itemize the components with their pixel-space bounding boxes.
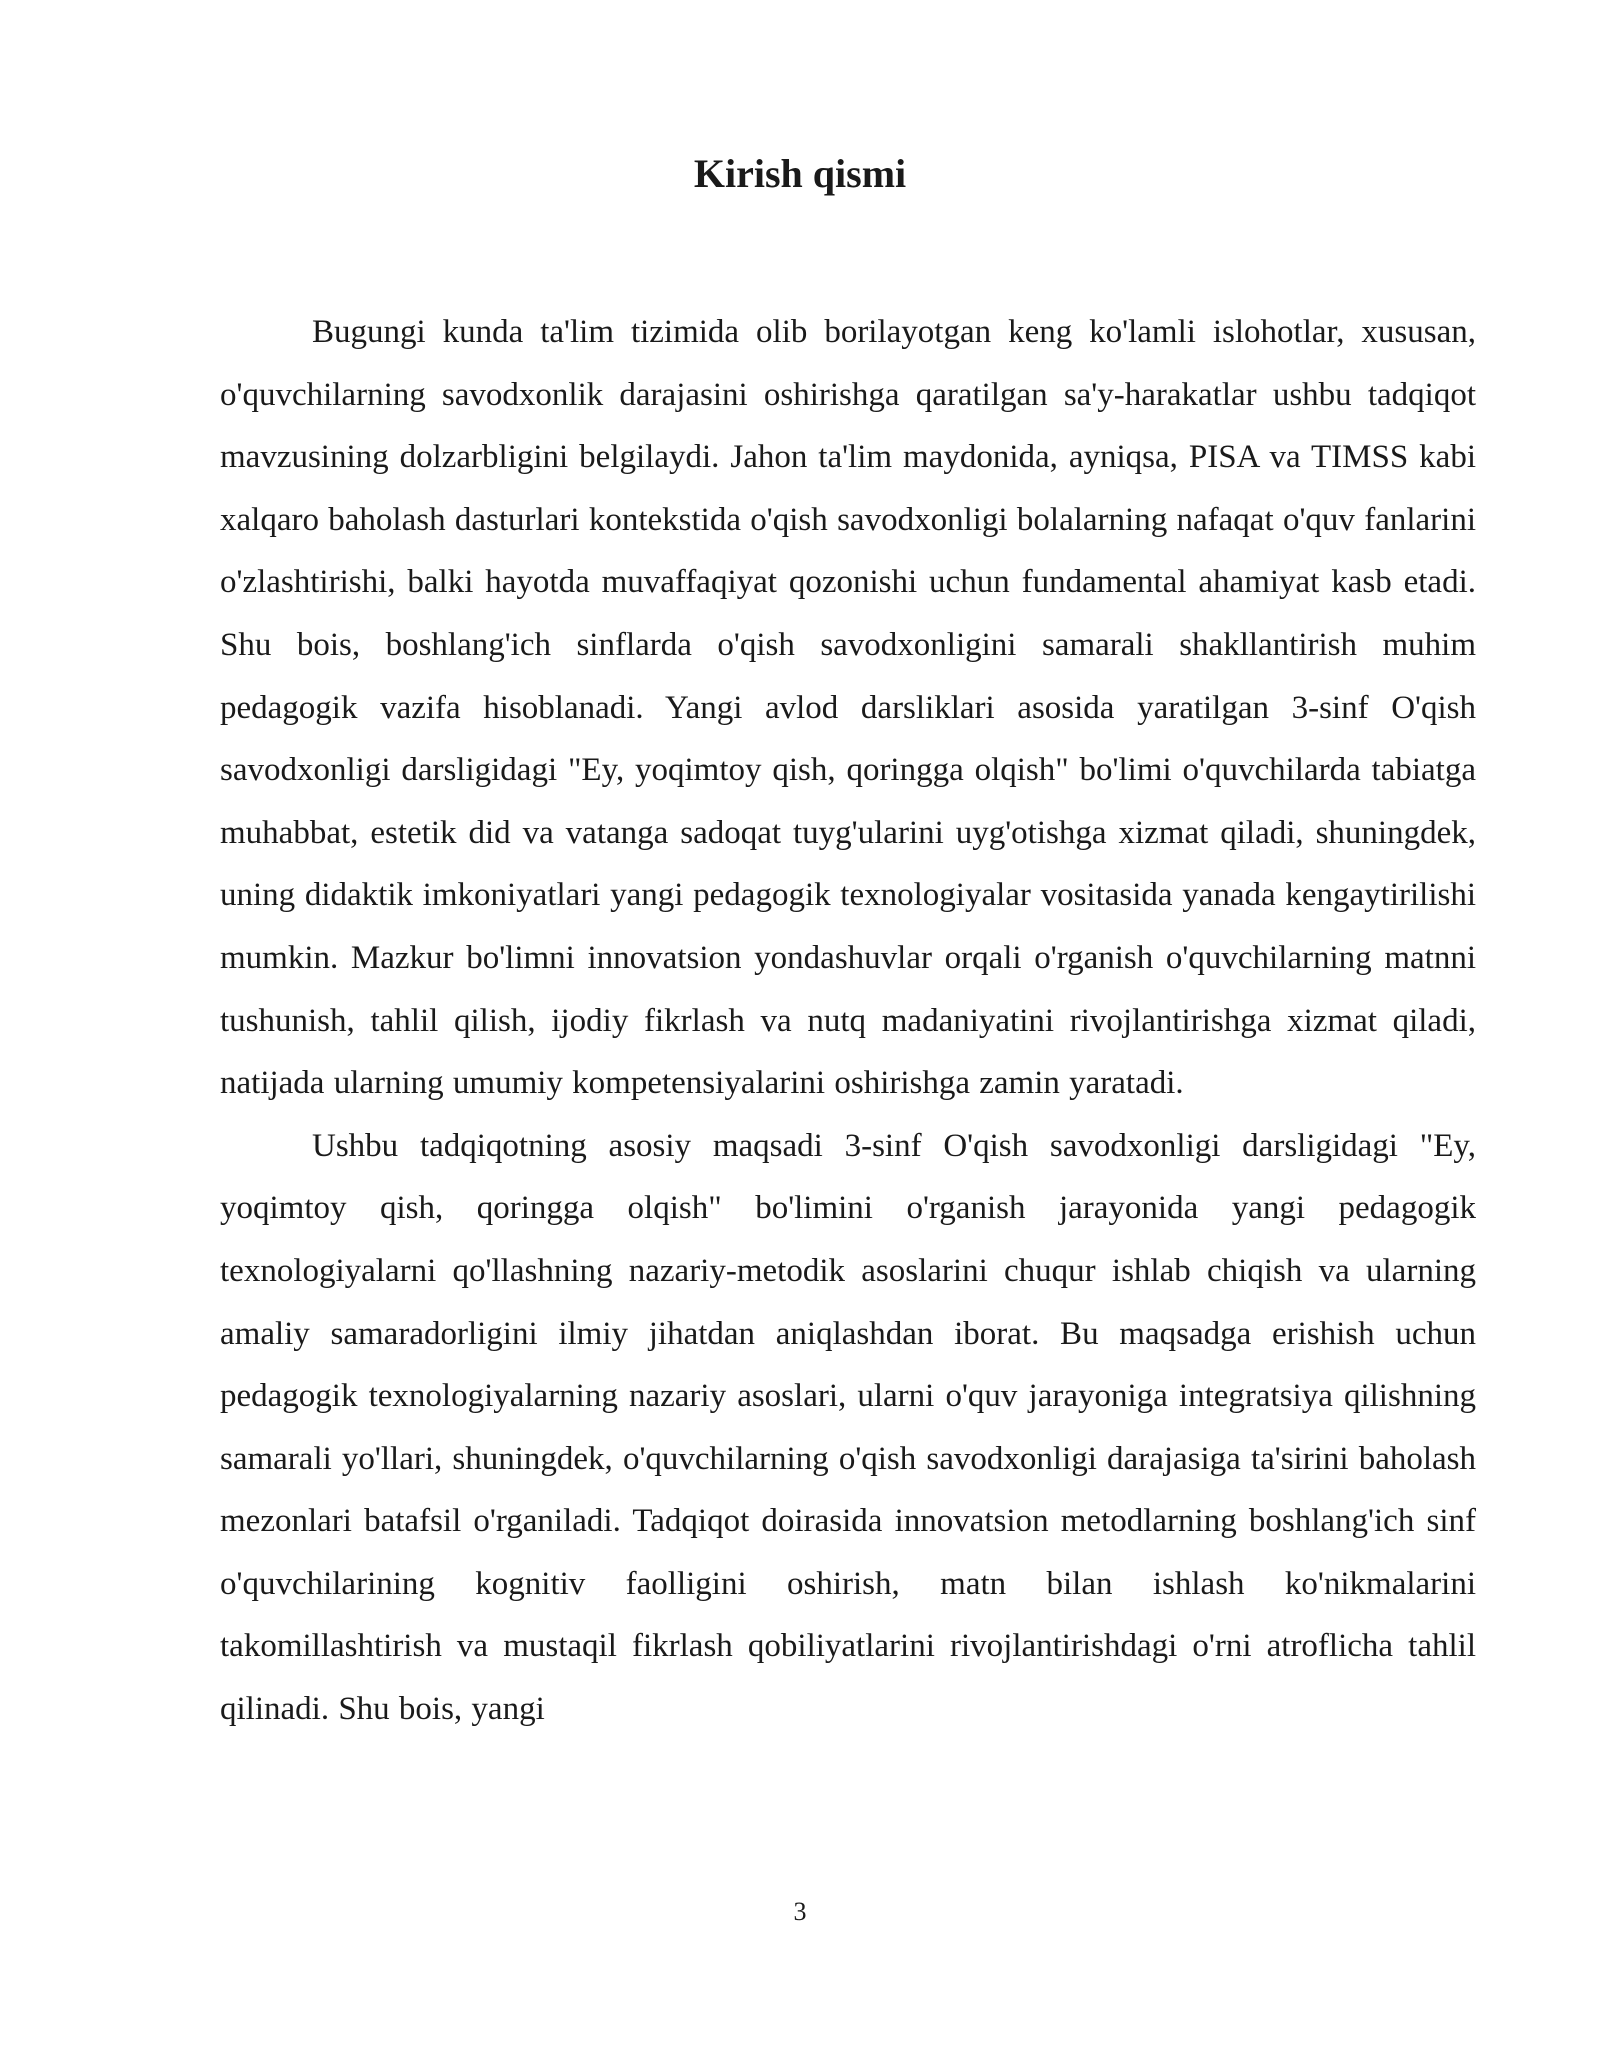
body-text bbox=[220, 301, 1476, 1741]
paragraph-1: Bugungi kunda ta'lim tizimida olib borilayotgan keng ko'lamli islohotlar, xususan, o'quvchilarning savodxonlik darajasini oshirishga qaratilgan sa'y-harakatlar ushbu tadqiqot mavzusining dolzarbligini belgilaydi. Jahon ta'lim maydonida, ayniqsa, PISA va TIMSS kabi xalqaro baholash dasturlari kontekstida o'qish savodxonligi bolalarning nafaqat o'quv fanlarini o'zlashtirishi, balki hayotda muvaffaqiyat qozonishi uchun fundamental ahamiyat kasb etadi. Shu bois, boshlang'ich sinflarda o'qish savodxonligini samarali shakllantirish muhim pedagogik vazifa hisoblanadi. Yangi avlod darsliklari asosida yaratilgan 3-sinf O'qish savodxonligi darsligidagi "Ey, yoqimtoy qish, qoringga olqish" bo'limi o'quvchilarda tabiatga muhabbat, estetik did va vatanga sadoqat tuyg'ularini uyg'otishga xizmat qiladi, shuningdek, uning didaktik imkoniyatlari yangi pedagogik texnologiyalar vositasida yanada kengaytirilishi mumkin. Mazkur bo'limni innovatsion yondashuvlar orqali o'rganish o'quvchilarning matnni tushunish, tahlil qilish, ijodiy fikrlash va nutq madaniyatini rivojlantirishga xizmat qiladi, natijada ularning umumiy kompetensiyalarini oshirishga zamin yaratadi. bbox=[220, 314, 1476, 1102]
page-title: Kirish qismi bbox=[693, 151, 907, 196]
paragraph-2: Ushbu tadqiqotning asosiy maqsadi 3-sinf O'qish savodxonligi darsligidagi "Ey, yoqimtoy qish, qoringga olqish" bo'limini o'rganish jarayonida yangi pedagogik texnologiyalarni qo'llashning nazariy-metodik asoslarini chuqur ishlab chiqish va ularning amaliy samaradorligini ilmiy jihatdan aniqlashdan iborat. Bu maqsadga erishish uchun pedagogik texnologiyalarning nazariy asoslari, ularni o'quv jarayoniga integratsiya qilishning samarali yo'llari, shuningdek, o'quvchilarning o'qish savodxonligi darajasiga ta'sirini baholash mezonlari batafsil o'rganiladi. Tadqiqot doirasida innovatsion metodlarning boshlang'ich sinf o'quvchilarining kognitiv faolligini oshirish, matn bilan ishlash ko'nikmalarini takomillashtirish va mustaqil fikrlash qobiliyatlarini rivojlantirishdagi o'rni atroflicha tahlil qilinadi. Shu bois, yangi bbox=[220, 1127, 1476, 1728]
page-number: 3 bbox=[793, 1897, 807, 1926]
